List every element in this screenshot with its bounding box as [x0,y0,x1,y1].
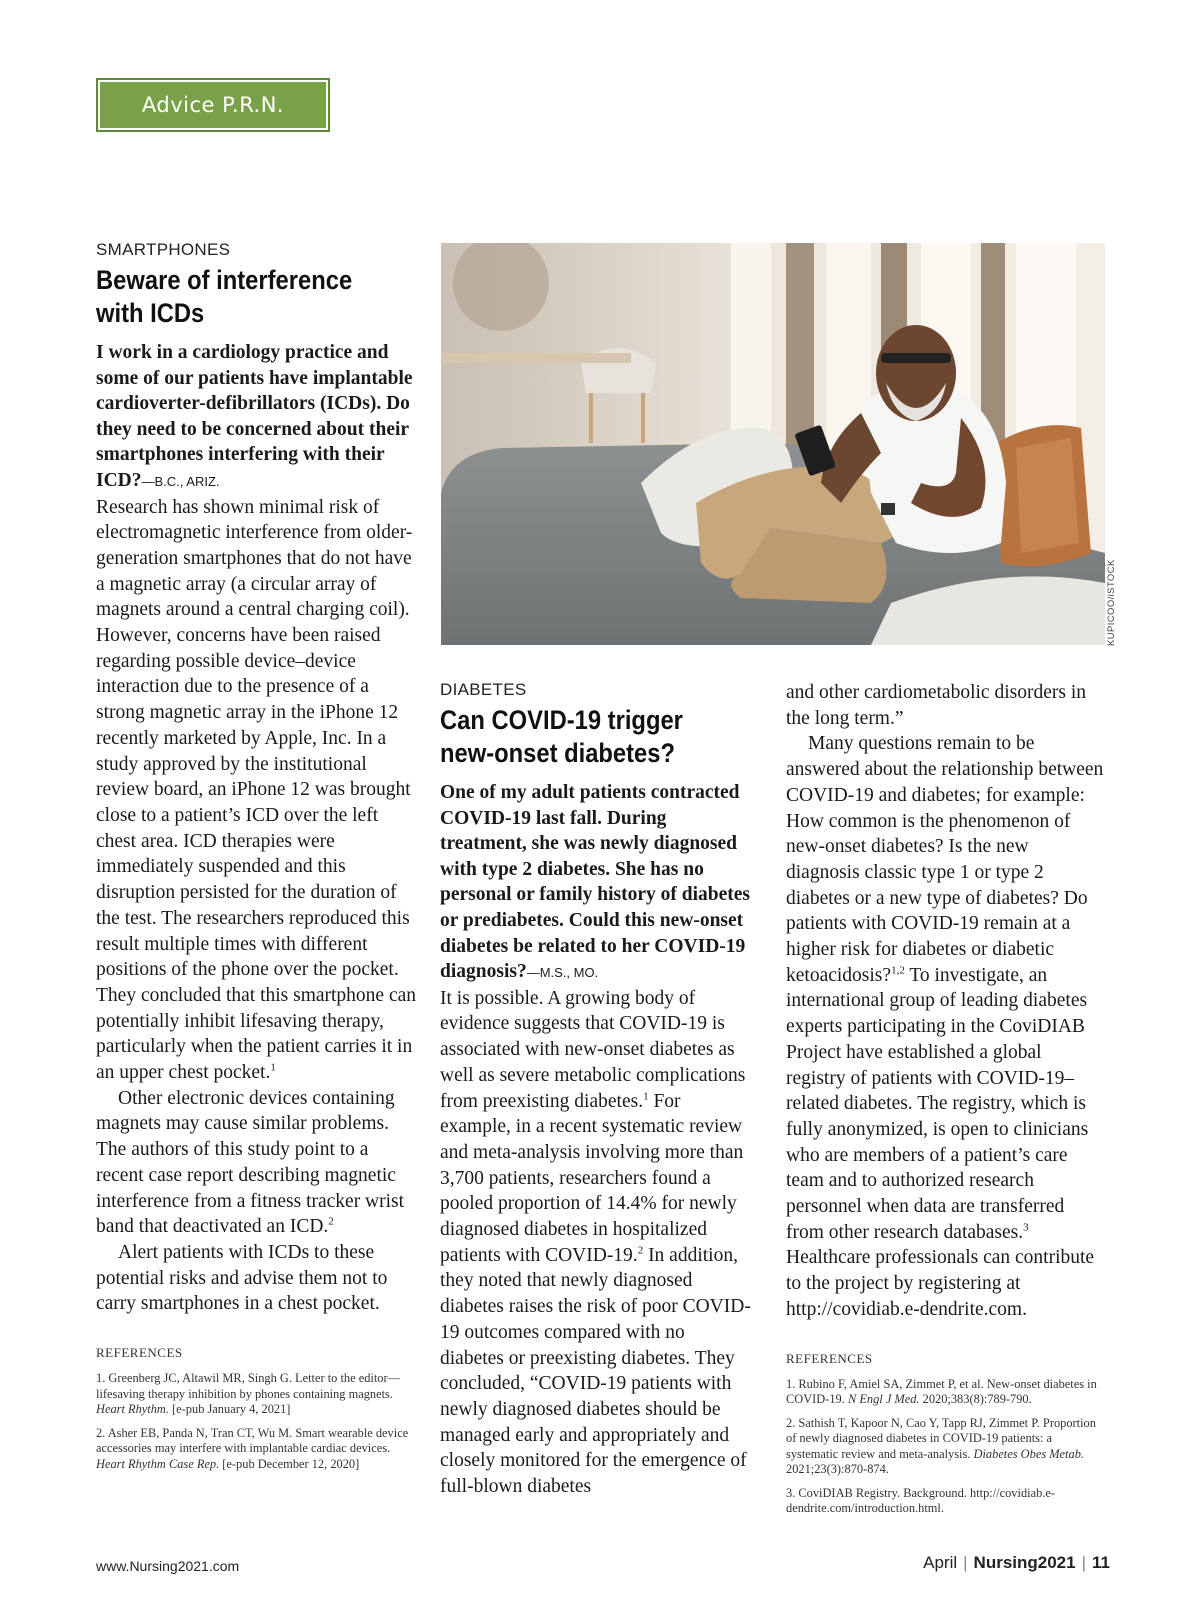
reader-question: One of my adult patients contracted COVID-19 last fall. During treatment, she was newly diagnosed with type 2 diabetes. She has no personal or family history of diabetes or prediabetes. Could this new-onset diabetes be related to her COVID-19 diagnosis?—M.S., MO. [440,782,751,983]
headline-line-1: Beware of interference [96,265,353,295]
article-smartphones [96,240,418,1480]
banner-label: Advice P.R.N. [141,93,285,117]
references-title: REFERENCES [96,1345,183,1361]
question-signature: —M.S., MO. [526,965,599,981]
footer-page-info: April | Nursing2021 | 11 [923,1553,1110,1572]
reference-2: 2. Asher EB, Panda N, Tran CT, Wu M. Smart wearable device accessories may interfere with implantable cardiac devices. Heart Rhythm Case Rep. [e-pub December 12, 2020] [96,1425,409,1471]
answer-paragraph-continued: and other cardiometabolic disorders in the long term.” [786,682,1086,729]
photo-credit: KUPICOO/iSTOCK [1106,559,1117,646]
answer-paragraph-2: Other electronic devices containing magnets may cause similar problems. The authors of this study point to a recent case report describing magnetic interference from a fitness tracker wrist band that deactivated an ICD.$^2$ [96,1087,405,1238]
question-signature: —B.C., ARIZ. [141,473,220,489]
footer-journal: Nursing2021 [973,1553,1076,1572]
reference-3: 3. CoviDIAB Registry. Background. http://covidiab.e-dendrite.com/introduction.html. [786,1485,1055,1516]
headline-line-2: with ICDs [96,298,205,328]
answer-paragraph-3: Alert patients with ICDs to these potential risks and advise them not to carry smartphones in a chest pocket. [96,1241,388,1315]
references-title: REFERENCES [786,1350,873,1366]
headline-line-2: new-onset diabetes? [440,738,676,768]
reference-1: 1. Greenberg JC, Altawil MR, Singh G. Letter to the editor—lifesaving therapy inhibition by phones containing magnets. Heart Rhythm. [e-pub January 4, 2021] [96,1371,400,1417]
answer-paragraph-1: Research has shown minimal risk of electromagnetic interference from older-generation smartphones that do not have a magnetic array (a circular array of magnets around a central charging coil). However, concerns have been raised regarding possible device–device interaction due to the presence of a strong magnetic array in the iPhone 12 recently marketed by Apple, Inc. In a study approved by the institutional review board, an iPhone 12 was brought close to a patient’s ICD over the left chest area. ICD therapies were immediately suspended and this disruption persisted for the duration of the test. The researchers reproduced this result multiple times with different positions of the phone over the pocket. They concluded that this smartphone can potentially inhibit lifesaving therapy, particularly when the patient carries it in an upper chest pocket.$^1$ [96,496,417,1084]
answer-paragraph-1: It is possible. A growing body of evidence suggests that COVID-19 is associated with new-onset diabetes as well as severe metabolic complications from preexisting diabetes.$^1$ For example, in a recent systematic review and meta-analysis involving more than 3,700 patients, researchers found a pooled proportion of 14.4% for newly diagnosed diabetes in hospitalized patients with COVID-19.$^2$ In addition, they noted that newly diagnosed diabetes raises the risk of poor COVID-19 outcomes compared with no diabetes or preexisting diabetes. They concluded, “COVID-19 patients with newly diagnosed diabetes should be managed early and appropriately and closely monitored for the emergence of full-blown diabetes [440,987,751,1498]
reference-2: 2. Sathish T, Kapoor N, Cao Y, Tapp RJ, Zimmet P. Proportion of newly diagnosed diabetes in COVID-19 patients: a systematic review and meta-analysis. Diabetes Obes Metab. 2021;23(3):870-874. [786,1415,1096,1477]
section-banner [96,78,330,132]
footer-website: www.Nursing2021.com [96,1558,240,1574]
article-diabetes [440,680,753,1500]
headline-line-1: Can COVID-19 trigger [440,705,683,735]
article-diabetes-continued [786,680,1106,1525]
headline-smartphones [96,264,416,330]
article-photo [441,243,1105,645]
page-number: 11 [1092,1553,1110,1572]
reader-question: I work in a cardiology practice and some of our patients have implantable cardioverter-defibrillators (ICDs). Do they need to be concerned about their smartphones interfering with their ICD?—B.C., ARIZ. [96,342,413,491]
reference-1: 1. Rubino F, Amiel SA, Zimmet P, et al. New-onset diabetes in COVID-19. N Engl J Med. 2020;383(8):789-790. [786,1376,1097,1407]
section-label-diabetes: DIABETES [440,680,527,699]
answer-paragraph-2: Many questions remain to be answered about the relationship between COVID-19 and diabetes; for example: How common is the phenomenon of new-onset diabetes? Is the new diagnosis classic type 1 or type 2 diabetes or a new type of diabetes? Do patients with COVID-19 remain at a higher risk for diabetes or diabetic ketoacidosis?$^{1,2}$ To investigate, an international group of leading diabetes experts participating in the CoviDIAB Project have established a global registry of patients with COVID-19–related diabetes. The registry, which is fully anonymized, is open to clinicians who are members of a patient’s care team and to authorized research personnel when data are transferred from other research databases.$^3$ Healthcare professionals can contribute to the project by registering at http://covidiab.e-dendrite.com. [786,733,1104,1320]
headline-diabetes [440,704,751,770]
section-label-smartphones: SMARTPHONES [96,240,231,259]
footer-month: April [923,1553,958,1572]
photo-man-with-phone [441,243,1105,645]
